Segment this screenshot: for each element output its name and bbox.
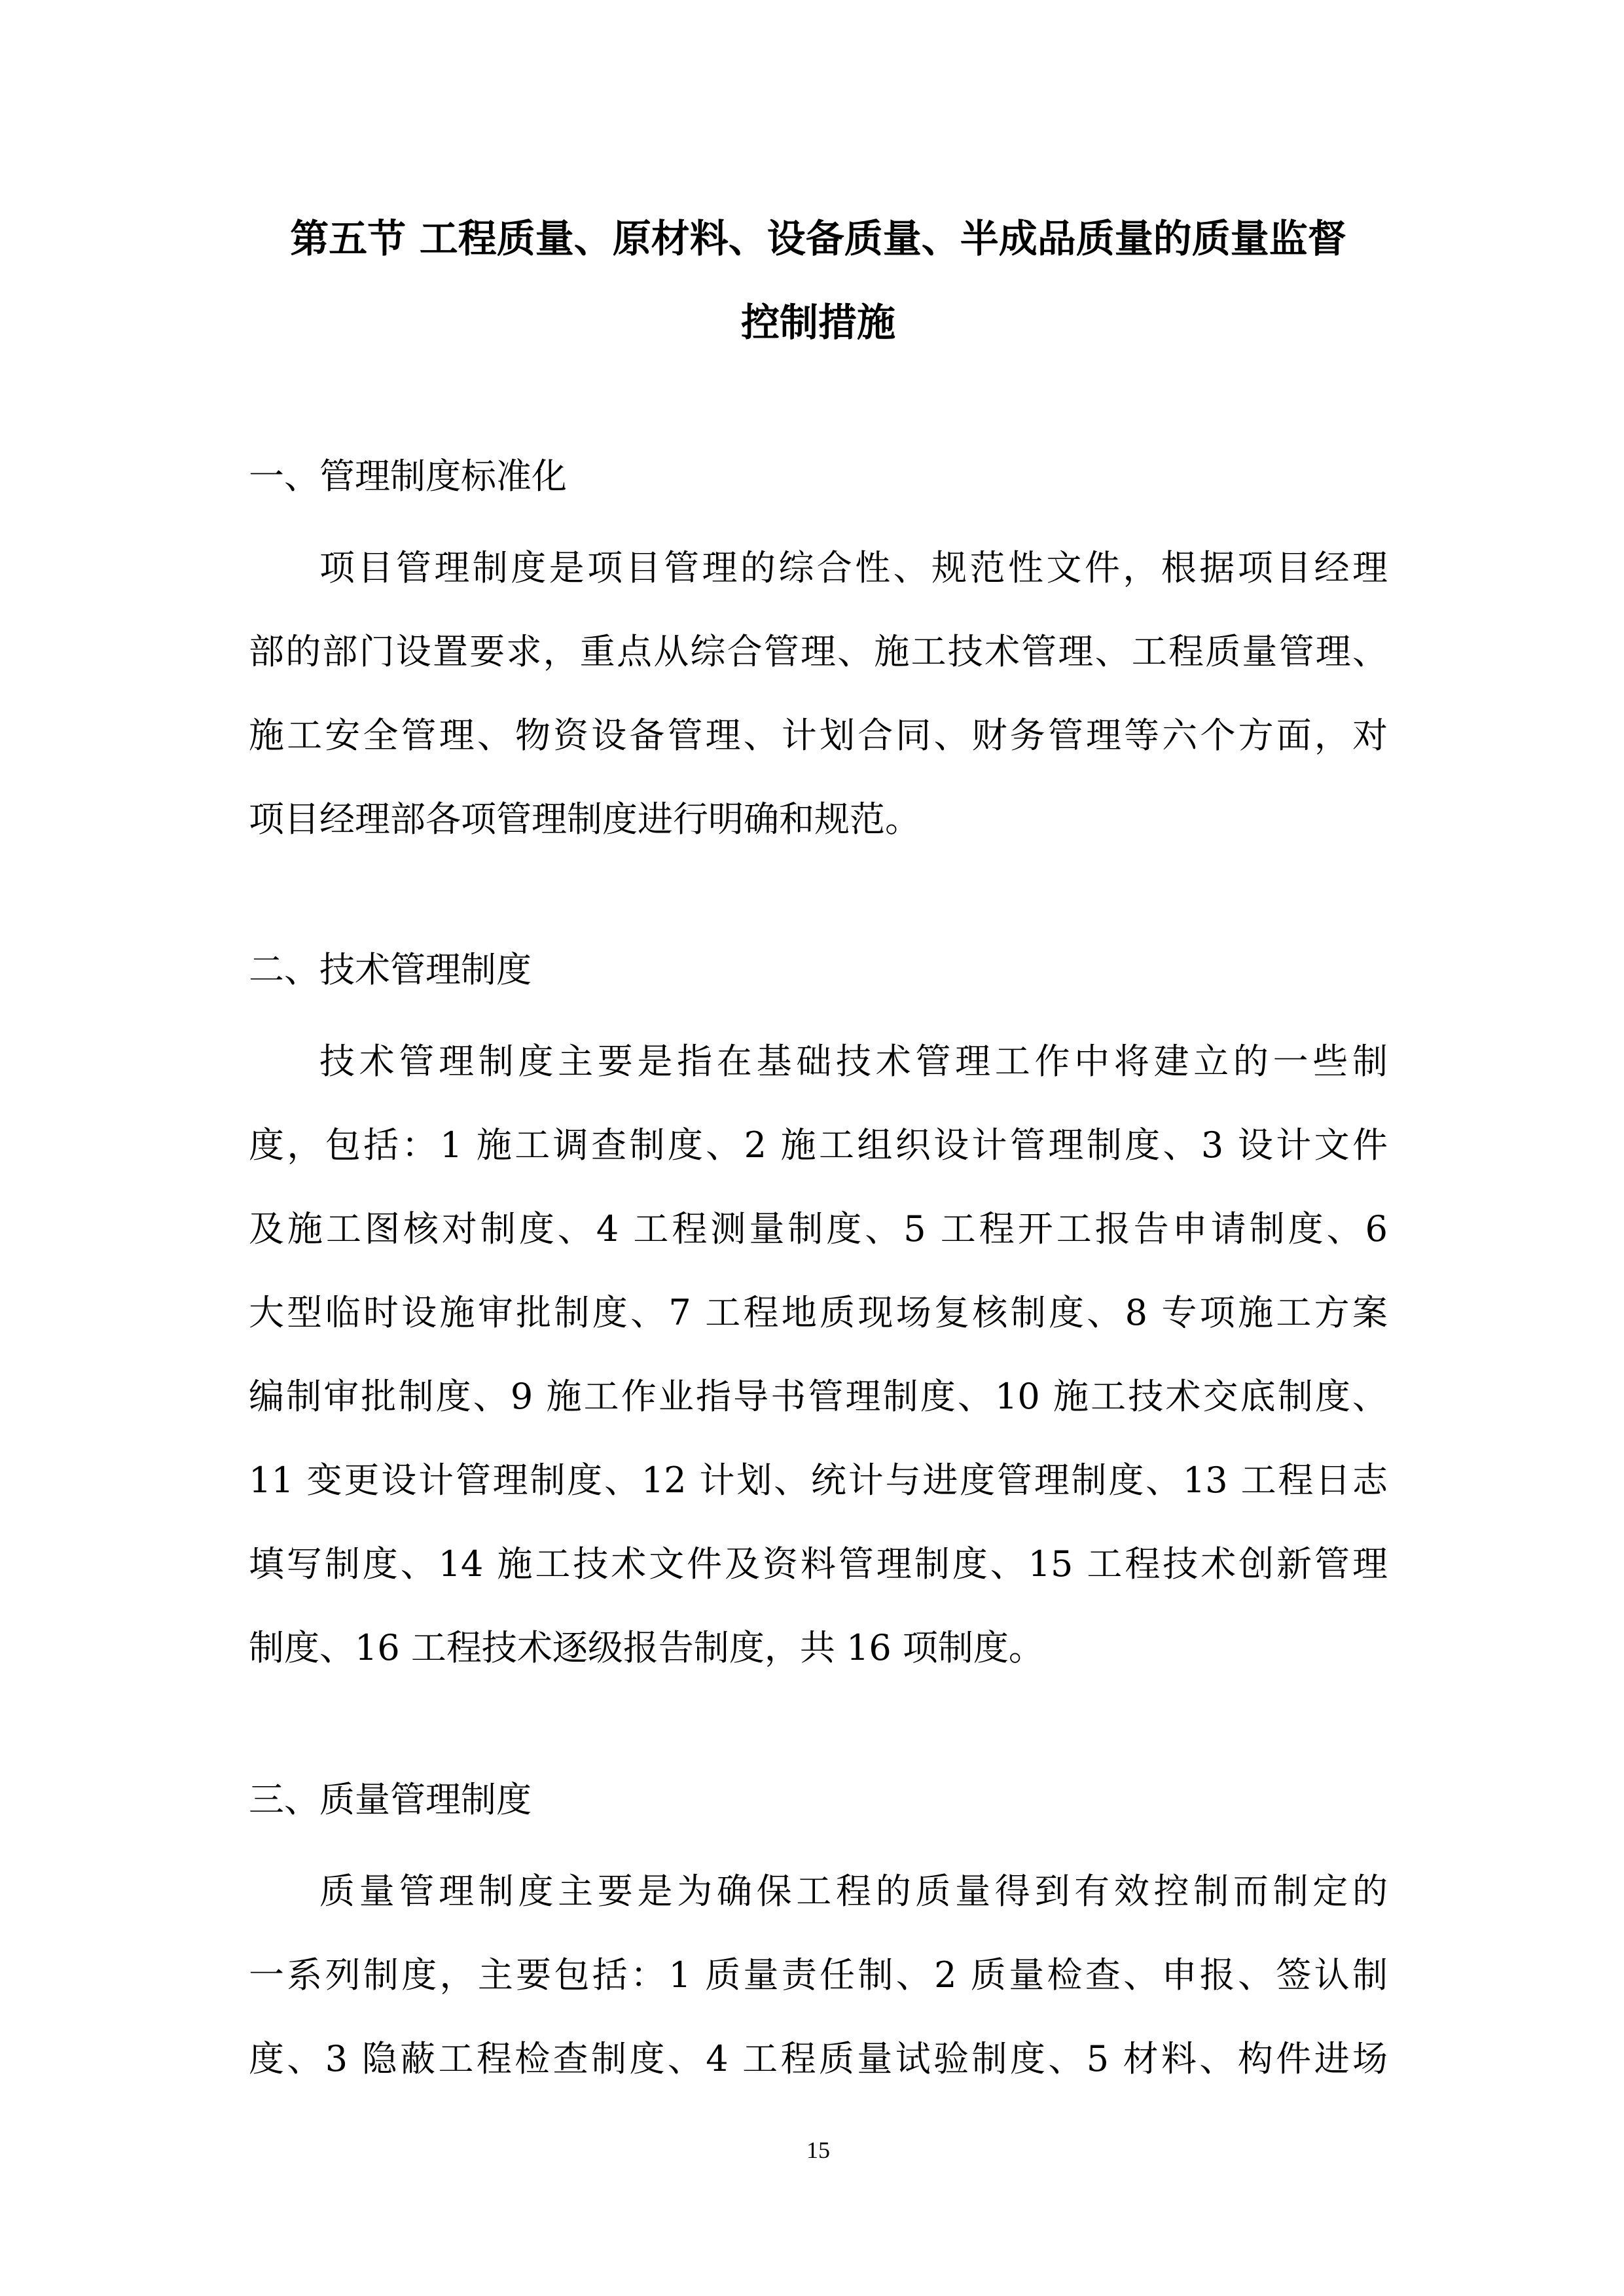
section-heading-3: 三、质量管理制度 <box>249 1779 532 1820</box>
section-paragraph-1 <box>249 526 1388 861</box>
paragraph-line: 编制审批制度、9 施工作业指导书管理制度、10 施工技术交底制度、 <box>249 1376 1388 1417</box>
section-paragraph-3 <box>249 1850 1388 2101</box>
paragraph-line: 度、3 隐蔽工程检查制度、4 工程质量试验制度、5 材料、构件进场 <box>249 2038 1388 2079</box>
paragraph-line: 质量管理制度主要是为确保工程的质量得到有效控制而制定的 <box>319 1871 1388 1912</box>
section-heading-2: 二、技术管理制度 <box>249 949 532 990</box>
document-page <box>249 0 1388 2296</box>
paragraph-line: 11 变更设计管理制度、12 计划、统计与进度管理制度、13 工程日志 <box>249 1460 1388 1501</box>
page-number: 15 <box>806 2137 830 2163</box>
section-title-line-1: 第五节 工程质量、原材料、设备质量、半成品质量的质量监督 <box>290 216 1346 261</box>
section-heading-1: 一、管理制度标准化 <box>249 456 567 497</box>
section-title-line-2: 控制措施 <box>740 300 895 345</box>
paragraph-line: 填写制度、14 施工技术文件及资料管理制度、15 工程技术创新管理 <box>249 1543 1388 1585</box>
paragraph-line: 大型临时设施审批制度、7 工程地质现场复核制度、8 专项施工方案 <box>249 1292 1388 1333</box>
paragraph-line: 项目管理制度是项目管理的综合性、规范性文件，根据项目经理 <box>319 547 1388 588</box>
paragraph-line: 技术管理制度主要是指在基础技术管理工作中将建立的一些制 <box>319 1041 1388 1082</box>
paragraph-line: 施工安全管理、物资设备管理、计划合同、财务管理等六个方面，对 <box>249 715 1388 756</box>
section-paragraph-2 <box>249 1020 1388 1690</box>
paragraph-line: 及施工图核对制度、4 工程测量制度、5 工程开工报告申请制度、6 <box>249 1208 1388 1249</box>
paragraph-line: 制度、16 工程技术逐级报告制度，共 16 项制度。 <box>249 1627 1044 1668</box>
paragraph-line: 部的部门设置要求，重点从综合管理、施工技术管理、工程质量管理、 <box>249 631 1388 672</box>
paragraph-line: 一系列制度，主要包括：1 质量责任制、2 质量检查、申报、签认制 <box>249 1954 1388 1996</box>
paragraph-line: 项目经理部各项管理制度进行明确和规范。 <box>249 798 920 840</box>
paragraph-line: 度，包括：1 施工调查制度、2 施工组织设计管理制度、3 设计文件 <box>249 1124 1388 1166</box>
